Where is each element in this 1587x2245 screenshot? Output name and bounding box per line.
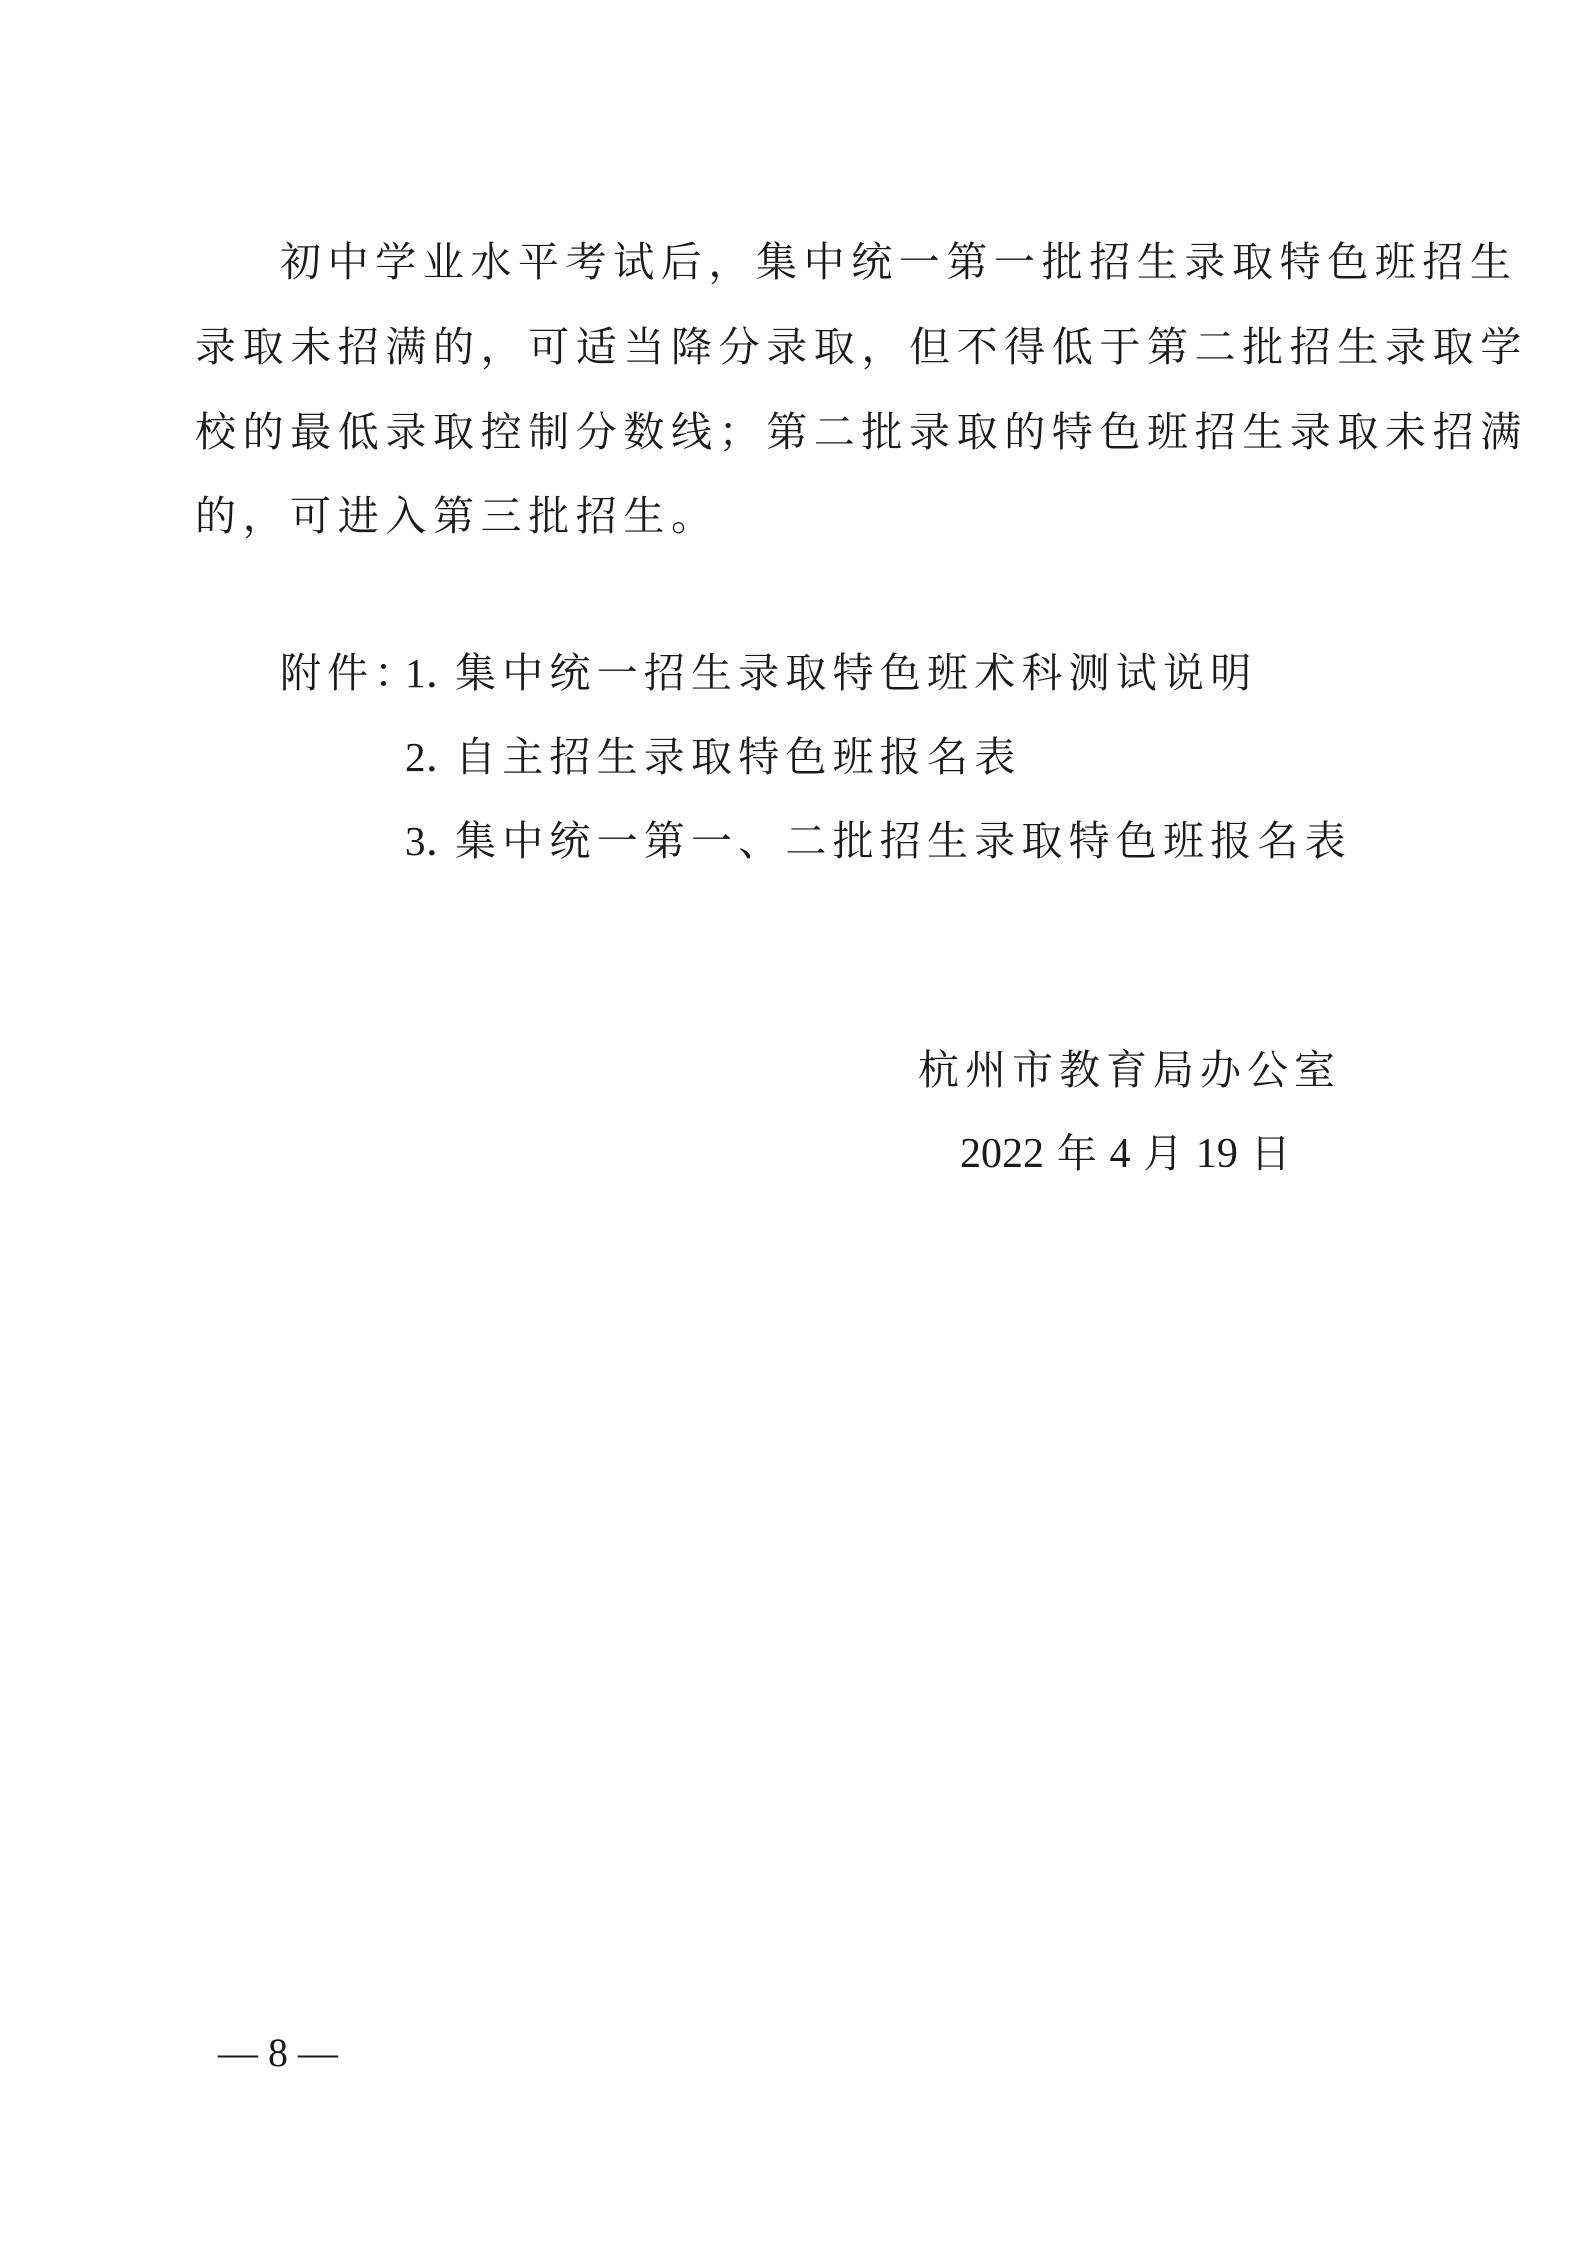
attachment-item <box>405 727 1021 787</box>
paragraph-line: 校的最低录取控制分数线；第二批录取的特色班招生录取未招满 <box>195 408 1528 456</box>
paragraph-line: 的，可进入第三批招生。 <box>195 492 719 540</box>
issue-date <box>960 1124 1291 1184</box>
attachment-title: 自主招生录取特色班报名表 <box>455 733 1022 781</box>
date-day-char: 日 <box>1237 1131 1291 1177</box>
date-year: 2022 <box>960 1131 1044 1177</box>
attachment-number: 1． <box>405 650 467 696</box>
paragraph-line: 录取未招满的，可适当降分录取，但不得低于第二批招生录取学 <box>195 323 1528 371</box>
attachment-number: 2． <box>405 734 467 780</box>
attachment-item <box>405 643 1257 703</box>
attachment-number: 3． <box>405 818 467 864</box>
page-number: — 8 — <box>218 2030 338 2075</box>
paragraph-line: 初中学业水平考试后，集中统一第一批招生录取特色班招生 <box>280 238 1518 286</box>
date-month-char: 月 <box>1130 1131 1196 1177</box>
attachment-title: 集中统一招生录取特色班术科测试说明 <box>455 649 1258 697</box>
date-year-char: 年 <box>1044 1131 1110 1177</box>
attachment-item <box>405 811 1352 871</box>
date-day: 19 <box>1195 1131 1238 1177</box>
issuer-name: 杭州市教育局办公室 <box>918 1046 1341 1094</box>
attachment-title: 集中统一第一、二批招生录取特色班报名表 <box>455 817 1352 865</box>
attachments-label: 附件： <box>280 649 421 697</box>
date-month: 4 <box>1109 1131 1131 1177</box>
